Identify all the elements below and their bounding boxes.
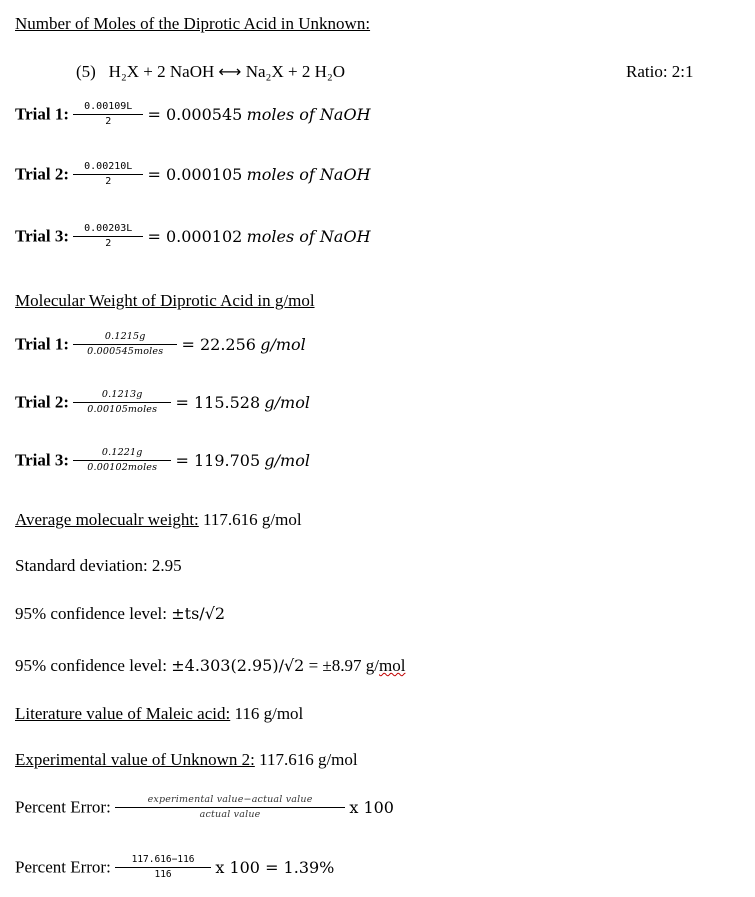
confidence-label: 95% confidence level: [15,604,172,623]
equation-number: (5) [76,62,96,81]
average-value: 117.616 g/mol [198,510,302,529]
experimental-label: Experimental value of Unknown 2: [15,750,255,769]
numerator: 0.00210L [84,161,133,172]
result-unit: g/mol [264,451,310,470]
fraction [73,388,171,417]
moles-heading: Number of Moles of the Diprotic Acid in Unknown: [15,14,371,33]
result-value: = 0.000545 [147,105,243,124]
trial-label: Trial 3: [15,450,69,470]
trial-label: Trial 3: [15,226,69,246]
double-arrow-icon: ⟷ [218,62,242,81]
reactants: H₂X + 2 NaOH [108,62,215,81]
experimental-number: 117.616 g/mol [254,750,358,769]
confidence-formula [15,604,225,624]
result-unit: moles of NaOH [246,105,371,124]
result-value: = 115.528 [175,393,261,412]
confidence-unit: mol [378,656,406,675]
result-unit: g/mol [264,393,310,412]
moles-trial-1 [15,100,371,129]
confidence-calc [15,656,405,676]
mw-trial-2 [15,388,310,417]
denominator: 116 [154,869,172,880]
reaction-equation [76,62,345,82]
fraction [73,330,177,359]
fraction [73,222,143,251]
numerator: 0.1221g [101,447,143,458]
confidence-label: 95% confidence level: [15,656,172,675]
products: Na₂X + 2 H₂O [245,62,346,81]
literature-value [15,704,303,724]
average-mw [15,510,302,530]
experimental-value [15,750,358,770]
numerator: 117.616−116 [131,854,195,865]
literature-label: Literature value of Maleic acid: [15,704,231,723]
trial-label: Trial 2: [15,392,69,412]
fraction [73,160,143,189]
percent-error-formula [15,793,394,822]
result-value: = 119.705 [175,451,261,470]
moles-trial-3 [15,222,371,251]
mw-heading: Molecular Weight of Diprotic Acid in g/mol [15,291,315,310]
ratio-label: Ratio: 2:1 [626,62,694,81]
denominator: 2 [105,238,112,249]
result-value: = 0.000105 [147,165,243,184]
numerator: 0.00109L [84,101,133,112]
standard-deviation: Standard deviation: 2.95 [15,556,182,575]
numerator: 0.1215g [104,331,146,342]
multiply-hundred: x 100 [349,798,394,817]
result-value: = 22.256 [181,335,256,354]
numerator: 0.1213g [101,389,143,400]
fraction [115,793,345,822]
denominator: 2 [105,176,112,187]
percent-error-calc [15,853,334,882]
percent-error-result: x 100 = 1.39% [215,858,335,877]
literature-number: 116 g/mol [230,704,304,723]
fraction [115,853,211,882]
percent-error-label: Percent Error: [15,797,111,817]
denominator: 0.00102moles [87,462,158,473]
confidence-expression: ±4.303(2.95)/√2 [171,656,305,675]
result-value: = 0.000102 [147,227,243,246]
denominator: 0.00105moles [87,404,158,415]
result-unit: moles of NaOH [246,227,371,246]
numerator: 0.00203L [84,223,133,234]
confidence-result: = ±8.97 g/ [304,656,379,675]
trial-label: Trial 1: [15,334,69,354]
moles-trial-2 [15,160,371,189]
denominator: 2 [105,116,112,127]
trial-label: Trial 1: [15,104,69,124]
percent-error-label: Percent Error: [15,857,111,877]
result-unit: g/mol [260,335,306,354]
mw-trial-3 [15,446,310,475]
average-label: Average molecualr weight: [15,510,199,529]
fraction [73,446,171,475]
confidence-expression: ±ts/√2 [171,604,226,623]
result-unit: moles of NaOH [246,165,371,184]
denominator: actual value [199,809,261,820]
fraction [73,100,143,129]
denominator: 0.000545moles [87,346,164,357]
mw-trial-1 [15,330,306,359]
trial-label: Trial 2: [15,164,69,184]
numerator: experimental value−actual value [147,794,313,805]
